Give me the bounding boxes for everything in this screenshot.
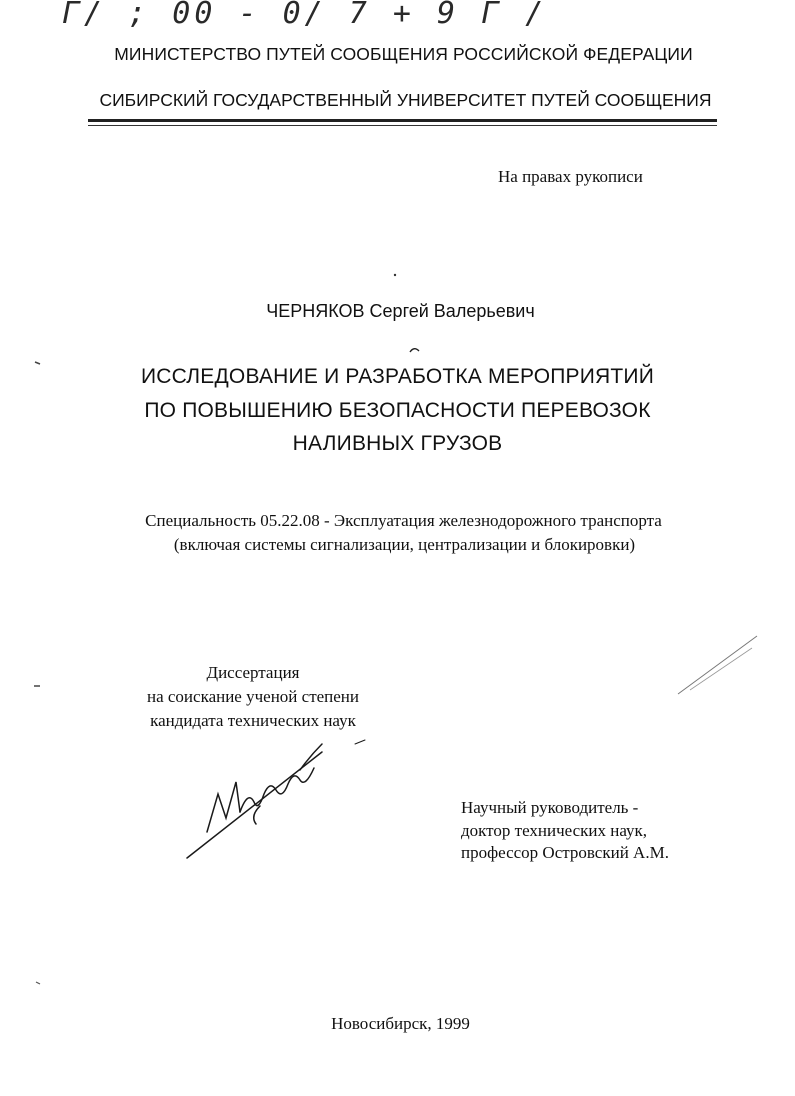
author-name: ЧЕРНЯКОВ Сергей Валерьевич [266, 301, 535, 321]
ministry-heading: МИНИСТЕРСТВО ПУТЕЙ СООБЩЕНИЯ РОССИЙСКОЙ ФЕДЕРАЦИИ [114, 44, 693, 64]
supervisor-label: Научный руководитель - [461, 798, 639, 817]
thesis-title-line-2: ПО ПОВЫШЕНИЮ БЕЗОПАСНОСТИ ПЕРЕВОЗОК [144, 399, 651, 422]
thesis-title-line-3: НАЛИВНЫХ ГРУЗОВ [292, 432, 503, 455]
university-heading: СИБИРСКИЙ ГОСУДАРСТВЕННЫЙ УНИВЕРСИТЕТ ПУТЕЙ СООБЩЕНИЯ [99, 90, 712, 110]
supervisor-name: профессор Островский А.М. [461, 843, 669, 862]
supervisor-degree: доктор технических наук, [461, 821, 648, 840]
dissertation-label: Диссертация [206, 663, 300, 682]
specialty-line-1: Специальность 05.22.08 - Эксплуатация железнодорожного транспорта [145, 511, 662, 530]
margin-mark [35, 362, 40, 364]
margin-mark [36, 982, 40, 984]
thesis-title-line-1: ИССЛЕДОВАНИЕ И РАЗРАБОТКА МЕРОПРИЯТИЙ [140, 365, 655, 388]
city-year: Новосибирск, 1999 [331, 1014, 470, 1033]
scan-dot [394, 274, 396, 276]
specialty-line-2: (включая системы сигнализации, централизации и блокировки) [173, 535, 636, 554]
stray-pen-mark [410, 349, 419, 352]
author-signature [187, 740, 365, 858]
dissertation-field-line: кандидата технических наук [150, 711, 356, 730]
pencil-stroke [690, 648, 752, 690]
dissertation-degree-line: на соискание ученой степени [146, 687, 360, 706]
manuscript-rights-note: На правах рукописи [498, 167, 643, 186]
handwritten-archive-number: Г/ ; 00 - 0/ 7 + 9 Г / [62, 0, 548, 31]
pencil-stroke [678, 636, 757, 694]
